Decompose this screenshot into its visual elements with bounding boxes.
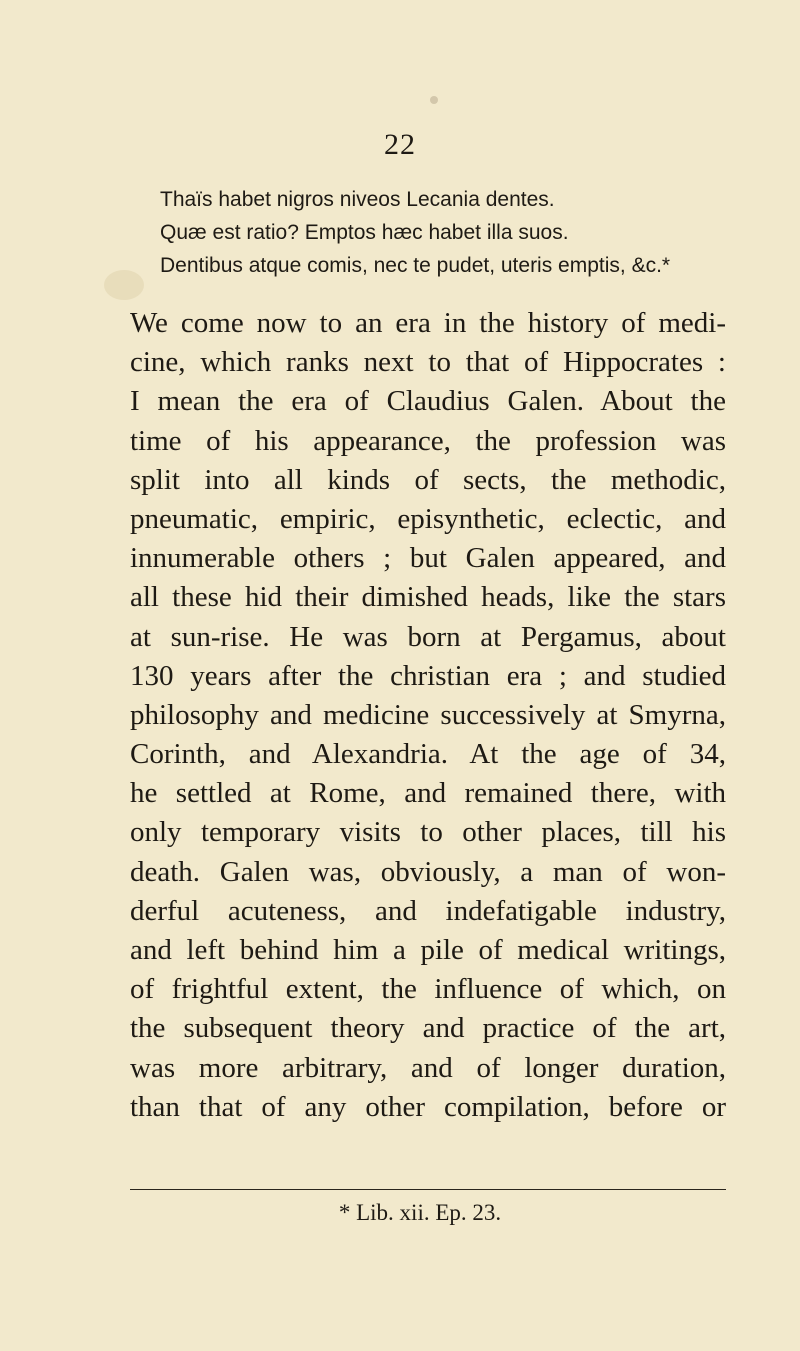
text-line: all these hid their dimished heads, like the stars [130, 581, 726, 614]
text-line: pneumatic, empiric, episynthetic, eclectic, and [130, 502, 726, 535]
text-line: he settled at Rome, and remained there, with [130, 777, 726, 810]
text-line: split into all kinds of sects, the methodic, [130, 463, 726, 496]
text-line: at sun-rise. He was born at Pergamus, about [130, 620, 726, 653]
text-line: only temporary visits to other places, till his [130, 816, 726, 849]
latin-verse-quote [160, 183, 780, 282]
text-line: I mean the era of Claudius Galen. About the [130, 385, 726, 418]
text-line: We come now to an era in the history of medi- [130, 307, 726, 339]
text-line: 130 years after the christian era ; and studied [130, 659, 726, 692]
paper-stain [430, 96, 438, 104]
text-line: death. Galen was, obviously, a man of won- [130, 855, 726, 888]
page-number: 22 [384, 128, 416, 161]
text-line: cine, which ranks next to that of Hippocrates : [130, 346, 726, 379]
text-line: than that of any other compilation, before or [130, 1090, 726, 1123]
verse-line: Thaïs habet nigros niveos Lecania dentes. [160, 188, 555, 211]
text-line: innumerable others ; but Galen appeared, and [130, 542, 726, 575]
text-line: and left behind him a pile of medical writings, [130, 934, 726, 966]
text-line: derful acuteness, and indefatigable industry, [130, 894, 726, 927]
verse-line: Dentibus atque comis, nec te pudet, uteris emptis, &c.* [160, 254, 671, 277]
footnote: * Lib. xii. Ep. 23. [338, 1200, 502, 1225]
verse-line: Quæ est ratio? Emptos hæc habet illa suos. [160, 221, 569, 244]
text-line: of frightful extent, the influence of which, on [130, 973, 726, 1006]
text-line: Corinth, and Alexandria. At the age of 34, [130, 738, 726, 771]
text-line: was more arbitrary, and of longer duration, [130, 1051, 726, 1084]
text-line: time of his appearance, the profession was [130, 424, 726, 457]
text-line: philosophy and medicine successively at Smyrna, [130, 698, 726, 731]
text-line: the subsequent theory and practice of the art, [130, 1012, 726, 1045]
paper-stain [104, 270, 144, 300]
body-paragraph [130, 304, 726, 1127]
footnote-divider [130, 1189, 726, 1190]
